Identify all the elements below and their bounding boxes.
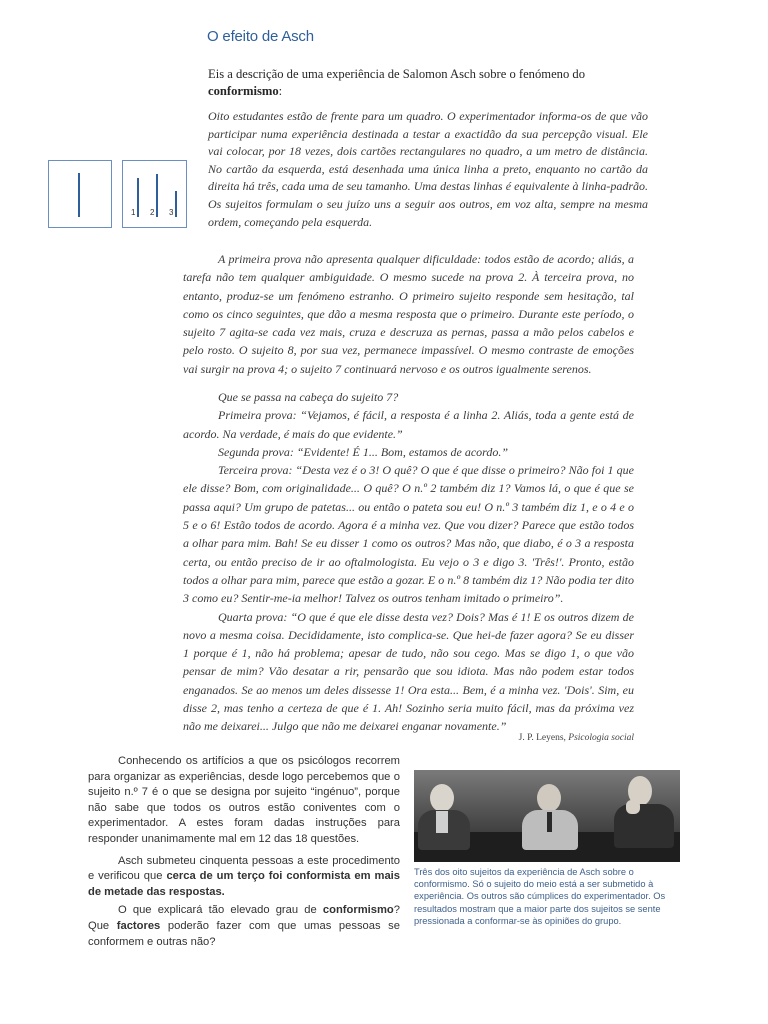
citation <box>380 733 634 743</box>
commentary-p3-bold-a: conformismo <box>322 904 394 917</box>
narrative-paragraph <box>183 250 634 378</box>
dialogue-second-trial: Segunda prova: “Evidente! É 1... Bom, estamos de acordo.” <box>218 444 509 459</box>
intro-bold-term: conformismo <box>208 84 279 98</box>
dialogue-first-trial: Primeira prova: “Vejamos, é fácil, a resposta é a linha 2. Aliás, toda a gente está de acordo. Na verdade, é mais do que evidente.” <box>183 408 634 441</box>
commentary-p3-text-a: O que explicará tão elevado grau de <box>118 904 323 917</box>
comparison-lines-card <box>122 160 187 228</box>
intro-paragraph <box>208 66 648 100</box>
comparison-line-3 <box>175 191 177 217</box>
photo-person-middle-tie <box>547 812 552 832</box>
comparison-label-3: 3 <box>169 208 174 217</box>
photo-person-middle-head <box>537 784 561 812</box>
standard-line-card <box>48 160 112 228</box>
page-title: O efeito de Asch <box>207 28 314 45</box>
commentary-paragraph-3 <box>88 903 400 950</box>
intro-end: : <box>278 84 283 98</box>
experiment-photo <box>414 770 680 862</box>
experiment-description: Oito estudantes estão de frente para um quadro. O experimentador informa-os de que vão participar numa experiência destinada a testar a exactidão da sua percepção visual. Ele vai colocar, por 18 vezes, dois cartões rectangulares no quadro, a um metro de distância. No cartão da esquerda, está desenhada uma única linha a preto, enquanto no cartão da direita há três, cada uma de seu tamanho. Uma destas linhas é equivalente à linha-padrão. Os sujeitos formulam o seu juízo uns a seguir aos outros, em voz alta, sempre na mesma ordem, começando pela esquerda. <box>208 109 648 229</box>
commentary-paragraph-2 <box>88 854 400 901</box>
photo-caption: Três dos oito sujeitos da experiência de Asch sobre o conformismo. Só o sujeito do meio está a ser submetido à experiência. Os outros são cúmplices do experimentador. Os resultados mostram que a maior parte dos sujeitos se sente pressionada a conformar-se às opiniões do grupo. <box>414 867 666 926</box>
commentary-paragraph-1: Conhecendo os artifícios a que os psicólogos recorrem para organizar as experiências, desde logo percebemos que o sujeito n.º 7 é o que se designa por sujeito “ingénuo”, porque não sabe que todos os outros estão coniventes com o experimentador. A estes foram dadas instruções para responder unanimamente mal em 12 das 18 questões. <box>88 755 400 845</box>
dialogue-fourth-trial: Quarta prova: “O que é que ele disse desta vez? Dois? Mas é 1! E os outros dizem de novo a mesma coisa. Decididamente, isto complica-se. Que hei-de fazer agora? Se eu disser 1 porque é 1, não há problema; apesar de tudo, não sou cego. Mas se digo 1, o que vão pensar de mim? Vão desatar a rir, pensarão que sou idiota. Mas não podem estar todos enganados. Se ao menos um deles dissesse 1! Ora esta... Bem, é a minha vez. 'Dois'. Sim, eu disse 2, mas tenho a certeza de que é 1. Ah! Sozinho seria muito fácil, mas da próxima vez não me deixarei... Julgo que não me deixarei enganar novamente.” <box>183 609 634 734</box>
dialogue-question: Que se passa na cabeça do sujeito 7? <box>218 390 399 404</box>
photo-person-right-body <box>614 804 674 848</box>
photo-person-left-shirt <box>436 811 448 833</box>
commentary-p3-bold-b: factores <box>116 919 161 932</box>
comparison-line-2 <box>156 174 158 217</box>
dialogue-third-trial: Terceira prova: “Desta vez é o 3! O quê? O que é que disse o primeiro? Não foi 1 que ele disse? Bom, com originalidade... O quê? O n.º 2 também diz 1? Vamos lá, o que é que se passa aqui? Um grupo de patetas... ou então o pateta sou eu! O n.º 3 também diz 1, e o 4 e o 5 e o 6! Estão todos de acordo. Agora é a minha vez. Que vou dizer? Parece que estão todos a olhar para mim. Bah! Se eu disser 1 como os outros? Mas não, que diabo, é o 3 a resposta certa, ou então preciso de ir ao oftalmologista. Eu vejo o 3 e digo 3. 'Três!'. Pronto, estão todos a olhar para mim, parece que estão a gozar. E o n.º 8 também diz 1? Não podia ter dito 3 como eu? Sentir-me-ia melhor! Talvez os outros tenham imitado o primeiro”. <box>183 463 634 606</box>
commentary-p2-bold: cerca de um terço foi conformista em mais de metade das respostas. <box>88 870 401 898</box>
citation-author: J. P. Leyens, <box>518 733 569 743</box>
commentary-p3-text-b: ? Que <box>88 904 400 932</box>
commentary-text <box>88 754 400 956</box>
commentary-p3-text-c: poderão fazer com que umas pessoas se conformem e outras não? <box>88 919 400 948</box>
citation-work: Psicologia social <box>568 733 634 743</box>
commentary-p2-text: Asch submeteu cinquenta pessoas a este procedimento e verificou que <box>88 854 400 883</box>
comparison-line-1 <box>137 178 139 217</box>
dialogue-block <box>183 388 634 736</box>
narrative-text: A primeira prova não apresenta qualquer dificuldade: todos estão de acordo; aliás, a tarefa não tem qualquer ambiguidade. O mesmo sucede na prova 2. À terceira prova, no entanto, produz-se um fenómeno estranho. O primeiro sujeito responde sem hesitação, tal como os cinco seguintes, que dão a mesma resposta que o primeiro. Durante este período, o sujeito 7 agita-se cada vez mais, cruza e descruza as pernas, passa a mão pelos cabelos e pelo rosto. O sujeito 8, por sua vez, permanece impassível. O mesmo contraste de emoções vai surgir na prova 4; o sujeito 7 continuará nervoso e os outros igualmente serenos. <box>183 252 634 376</box>
comparison-label-1: 1 <box>131 208 136 217</box>
photo-person-left-head <box>430 784 454 812</box>
standard-line <box>78 173 80 217</box>
comparison-label-2: 2 <box>150 208 155 217</box>
photo-person-right-hand <box>626 800 640 814</box>
intro-text: Eis a descrição de uma experiência de Salomon Asch sobre o fenómeno do <box>208 67 585 81</box>
